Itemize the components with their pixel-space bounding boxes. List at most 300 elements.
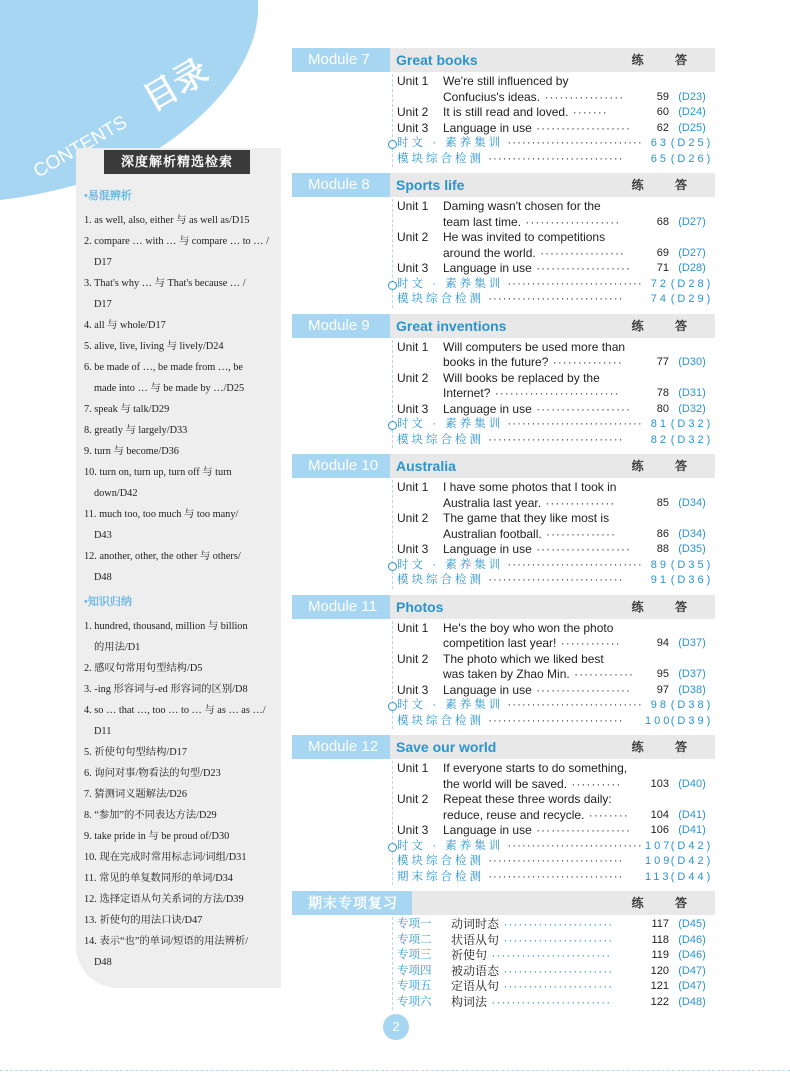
page-ref: 68 [656,215,669,228]
unit-entry[interactable] [397,121,715,137]
review-name-text: 被动语态 [451,963,500,978]
entry-title-text: Australian football. [443,526,542,541]
entry-title [443,667,645,683]
sidebar-item-line: 8. “参加”的不同表达方法/D29 [84,810,217,821]
special-entry[interactable] [397,854,715,870]
final-review-rows [392,917,715,1010]
entry-title [443,792,645,808]
unit-label: Unit 2 [397,370,429,385]
review-name [451,948,645,964]
entry-title-text: 模块综合检测 [397,855,484,867]
sidebar-item-line: 9. turn 与 become/D36 [84,446,179,457]
unit-entry[interactable] [397,105,715,121]
sidebar-item [84,826,276,847]
leader-dots: ·············· [548,355,623,369]
special-entry[interactable] [397,839,715,855]
unit-entry[interactable] [397,542,715,558]
answer-ref: (D32) [670,433,714,446]
sidebar-item-line: 10. turn on, turn up, turn off 与 turn [84,467,232,478]
entry-title [397,558,645,574]
page-ref: 88 [656,543,669,555]
page-ref: 94 [656,637,669,649]
sidebar-item [84,742,276,763]
sidebar-item-line: 4. so … that …, too … to … 与 as … as …/ [84,705,266,716]
answer-ref: (D37) [678,668,706,680]
page-ref: 100 [645,714,673,727]
unit-entry[interactable] [397,402,715,418]
answer-ref: (D35) [678,543,706,555]
answer-ref: (D42) [670,839,714,852]
entry-title [443,777,645,793]
entry-title-text: around the world. [443,245,536,260]
sidebar-item-line: 的用法/D1 [94,642,141,653]
answer-ref: (D38) [678,683,706,696]
module-block [292,173,715,308]
unit-label [397,777,443,793]
sidebar-title: 深度解析精选检索 [104,150,250,174]
sidebar-item-line: 9. take pride in 与 be proud of/D30 [84,831,230,842]
final-review-title: 期末专项复习 [292,891,412,915]
review-code: 专项四 [397,964,432,977]
entry-title-text: Language in use [443,682,532,697]
review-name-text: 动词时态 [451,917,500,931]
review-code: 专项五 [397,980,432,992]
answer-ref: (D32) [678,402,706,415]
entry-title-text: Language in use [443,823,532,837]
entry-title [443,808,645,824]
entry-title [443,90,645,106]
special-entry[interactable] [397,870,715,886]
page-ref [645,230,669,246]
answer-ref: (D48) [678,995,706,1008]
leader-dots: ························· [490,386,620,400]
entry-title [397,870,645,886]
entry-title [397,277,645,293]
sidebar-item-line: D48 [94,572,112,583]
module-header [292,454,715,478]
unit-entry[interactable] [397,511,715,527]
sidebar-section-heading: •知识归纳 [84,596,132,608]
page-ref [645,792,669,808]
answer-ref: (D39) [670,714,714,727]
page-ref: 109 [645,855,673,867]
leader-dots: ······· [568,105,608,119]
unit-entry[interactable] [397,246,715,262]
unit-entry[interactable] [397,74,715,90]
module-title: Photos [396,598,444,615]
bullet-circle-icon [388,702,397,711]
entry-title [397,292,645,308]
unit-entry[interactable] [397,823,715,839]
entry-title [443,542,645,558]
entry-title [443,105,645,121]
leader-dots: ··················· [531,542,632,556]
page-ref: 95 [656,668,669,680]
special-entry[interactable] [397,277,715,293]
review-name [451,964,645,980]
sidebar-item [84,910,276,931]
module-title: Great inventions [396,317,507,334]
review-name [451,995,645,1011]
module-title: Sports life [396,177,465,193]
leader-dots: ···························· [484,574,624,586]
unit-entry[interactable] [397,261,715,277]
answer-ref [669,511,715,527]
entry-title [397,573,645,589]
unit-entry[interactable] [397,621,715,637]
unit-label: Unit 3 [397,682,429,697]
module-header [292,48,715,72]
sidebar-item-line: 12. another, other, the other 与 others/ [84,551,241,562]
answer-ref [669,74,715,90]
sidebar-item-line: D17 [94,299,112,310]
entry-title [443,621,645,637]
unit-label: Unit 3 [397,261,429,275]
page-ref: 60 [656,106,669,118]
answer-ref: (D23) [678,90,706,103]
sidebar-item-line: 13. 祈使句的用法口诀/D47 [84,915,203,926]
special-entry[interactable] [397,714,715,730]
leader-dots: ············ [556,636,621,650]
answer-ref: (D34) [678,496,706,509]
sidebar-item [84,805,276,826]
entry-title [443,527,645,543]
module-title: Australia [396,458,456,474]
unit-label: Unit 3 [397,120,429,135]
page-ref: 63 [650,137,669,149]
unit-entry[interactable] [397,777,715,793]
module-block [292,48,715,167]
unit-label: Unit 3 [397,401,429,416]
unit-entry[interactable] [397,90,715,106]
module-rows [392,761,715,885]
answer-label: 练 答 [631,896,701,910]
unit-entry[interactable] [397,199,715,215]
entry-title-text: reduce, reuse and recycle. [443,807,585,822]
final-review-entry[interactable] [397,979,715,995]
page-ref: 91 [650,574,669,586]
sidebar-item [84,441,276,462]
leader-dots: ···························· [503,137,643,149]
entry-title-text: Australia last year. [443,495,542,510]
page-ref [645,621,669,637]
special-entry[interactable] [397,698,715,714]
sidebar-item-line: 1. hundred, thousand, million 与 billion [84,621,248,632]
sidebar-item-line: made into … 与 be made by …/D25 [94,383,245,394]
special-entry[interactable] [397,433,715,449]
sidebar-item-line: 12. 选择定语从句关系词的方法/D39 [84,894,244,905]
page-ref: 72 [650,277,669,290]
sidebar-item-line: 1. as well, also, either 与 as well as/D15 [84,215,250,226]
unit-entry[interactable] [397,652,715,668]
unit-label [397,636,443,652]
entry-title-text: 模块综合检测 [397,574,484,586]
answer-ref: (D45) [678,918,706,930]
page-ref: 98 [650,699,669,711]
unit-entry[interactable] [397,480,715,496]
leader-dots: ··················· [531,823,632,837]
answer-ref: (D28) [678,262,706,274]
special-entry[interactable] [397,558,715,574]
sidebar-item [84,357,276,399]
final-review-entry[interactable] [397,933,715,949]
unit-entry[interactable] [397,215,715,231]
unit-label: Unit 1 [397,620,429,635]
sidebar-item-line: D48 [94,957,112,968]
module-rows [392,74,715,167]
page-ref [645,761,669,777]
unit-label: Unit 2 [397,511,429,525]
unit-entry[interactable] [397,496,715,512]
sidebar-item [84,658,276,679]
review-name-text: 祈使句 [451,948,488,962]
review-name-text: 定语从句 [451,979,500,993]
module-rows [392,199,715,308]
sidebar-item [84,420,276,441]
unit-label [397,496,443,512]
leader-dots: ················ [540,89,625,104]
answer-ref: (D38) [670,699,714,711]
entry-title [443,636,645,652]
special-entry[interactable] [397,292,715,308]
unit-entry[interactable] [397,340,715,356]
entry-title-text: He was invited to competitions [443,230,606,244]
answer-ref: (D30) [678,356,706,368]
entry-title-text: Will books be replaced by the [443,370,600,385]
bottom-divider [0,1070,790,1071]
review-name-text: 构词法 [451,994,488,1009]
unit-entry[interactable] [397,386,715,402]
answer-ref: (D28) [670,277,714,290]
catalog-label: 目录 [136,51,216,120]
entry-title-text: 时文 · 素养集训 [397,699,504,711]
unit-label [397,386,443,402]
page-ref: 82 [650,433,669,446]
entry-title-text: It is still read and loved. [443,105,569,119]
entry-title-text: 模块综合检测 [397,433,484,446]
entry-title [443,355,645,371]
entry-title [397,698,645,714]
entry-title [443,386,645,402]
sidebar-item-line: 5. 祈使句句型结构/D17 [84,747,187,758]
leader-dots: ························ [487,994,612,1009]
page-ref: 59 [656,90,669,103]
module-tag: Module 10 [292,454,390,478]
unit-entry[interactable] [397,792,715,808]
entry-title-text: 模块综合检测 [397,714,484,727]
unit-label: Unit 1 [397,480,429,494]
final-review-entry[interactable] [397,948,715,964]
entry-title [443,371,645,387]
entry-title [443,480,645,496]
unit-label [397,808,443,824]
answer-label: 练 答 [631,318,701,333]
unit-entry[interactable] [397,667,715,683]
page-ref: 121 [650,980,669,992]
entry-title-text: team last time. [443,214,522,229]
sidebar-item-line: 3. That's why … 与 That's because … / [84,278,246,289]
page-ref: 119 [651,949,669,961]
entry-title [443,823,645,839]
entry-title-text: Language in use [443,401,532,416]
unit-entry[interactable] [397,371,715,387]
page-ref [645,74,669,90]
entry-title-text: Internet? [443,386,491,400]
module-rows [392,480,715,589]
special-entry[interactable] [397,152,715,168]
entry-title [443,215,645,231]
leader-dots: ···························· [484,293,624,305]
leader-dots: ···························· [503,277,643,290]
final-review-entry[interactable] [397,964,715,980]
answer-ref [669,480,715,496]
entry-title [443,402,645,418]
unit-label: Unit 2 [397,792,429,806]
leader-dots: ······················ [499,917,614,931]
unit-entry[interactable] [397,355,715,371]
page-ref [645,652,669,668]
entry-title [443,511,645,527]
final-review-entry[interactable] [397,995,715,1011]
review-code: 专项三 [397,949,432,961]
review-name-text: 状语从句 [451,932,500,947]
sidebar-item-line: 7. speak 与 talk/D29 [84,404,170,415]
entry-title-text: 时文 · 素养集训 [397,558,504,571]
answer-ref [669,621,715,637]
sidebar-item-line: 2. 感叹句常用句型结构/D5 [84,663,203,674]
sidebar-item [84,847,276,868]
page-ref: 81 [650,418,669,430]
unit-entry[interactable] [397,230,715,246]
leader-dots: ···························· [484,433,624,446]
unit-label: Unit 2 [397,105,429,119]
module-title: Great books [396,52,478,68]
review-code: 专项六 [397,995,432,1008]
answer-ref [669,199,715,215]
page-ref: 65 [650,152,669,165]
sidebar-item-line: 4. all 与 whole/D17 [84,320,166,331]
page-ref: 69 [656,246,669,259]
module-title: Save our world [396,739,497,755]
leader-dots: ······················ [499,979,614,993]
sidebar-item [84,462,276,504]
page-ref: 117 [651,918,669,930]
answer-ref: (D46) [678,949,706,961]
page-ref: 97 [656,683,669,696]
answer-ref: (D47) [678,980,706,992]
sidebar-item [84,336,276,357]
sidebar-item [84,399,276,420]
entry-title-text: Repeat these three words daily: [443,792,612,806]
entry-title [397,152,645,168]
sidebar-item-line: D43 [94,530,112,541]
sidebar-item [84,868,276,889]
answer-ref: (D27) [678,246,706,259]
entry-title-text: 时文 · 素养集训 [397,137,504,149]
entry-title [397,136,645,152]
answer-ref: (D26) [670,152,714,165]
unit-label [397,527,443,543]
entry-title-text: The game that they like most is [443,511,610,525]
module-tag: Module 12 [292,735,390,759]
answer-ref [669,792,715,808]
module-rows [392,340,715,449]
special-entry[interactable] [397,417,715,433]
unit-entry[interactable] [397,636,715,652]
unit-entry[interactable] [397,761,715,777]
page-ref: 113 [645,870,672,883]
answer-ref: (D32) [670,418,714,430]
sidebar-item [84,210,276,231]
unit-entry[interactable] [397,683,715,699]
unit-label: Unit 1 [397,761,429,775]
unit-label: Unit 2 [397,230,429,244]
page-ref: 62 [656,121,669,134]
entry-title [443,761,645,777]
entry-title-text: 模块综合检测 [397,293,484,305]
entry-title-text: 时文 · 素养集训 [397,277,504,290]
page-ref: 118 [651,933,669,946]
answer-ref [669,652,715,668]
unit-label: Unit 1 [397,339,429,354]
sidebar-item-line: 5. alive, live, living 与 lively/D24 [84,341,224,352]
special-entry[interactable] [397,136,715,152]
leader-dots: ··················· [531,401,632,416]
unit-label [397,667,443,683]
special-entry[interactable] [397,573,715,589]
answer-label: 练 答 [631,459,701,473]
answer-ref: (D25) [670,137,714,149]
final-review-entry[interactable] [397,917,715,933]
entry-title-text: Confucius's ideas. [443,89,541,104]
entry-title [443,261,645,277]
sidebar-item-line: 14. 表示“也”的单词/短语的用法辨析/ [84,936,249,947]
leader-dots: ··················· [531,120,632,135]
page-ref [645,511,669,527]
page-ref: 106 [650,824,669,836]
page-ref [645,340,669,356]
sidebar-item [84,315,276,336]
table-of-contents [292,48,715,1016]
leader-dots: ···························· [503,558,643,571]
answer-label: 练 答 [631,178,701,192]
page-ref: 122 [650,995,669,1008]
answer-ref: (D25) [678,121,706,134]
unit-label [397,215,443,231]
review-name [451,933,645,949]
entry-title-text: 模块综合检测 [397,152,484,165]
page-ref: 107 [645,839,673,852]
unit-label: Unit 3 [397,542,429,556]
module-header [292,314,715,338]
entry-title-text: 期末综合检测 [397,870,484,883]
entry-title [443,340,645,356]
bullet-circle-icon [388,140,397,149]
unit-entry[interactable] [397,527,715,543]
unit-label: Unit 3 [397,823,429,837]
entry-title-text: He's the boy who won the photo [443,620,614,635]
page-ref: 80 [656,402,669,415]
review-name [451,979,645,995]
leader-dots: ·············· [541,526,617,541]
entry-title-text: If everyone starts to do something, [443,761,628,775]
sidebar-item-line: down/D42 [94,488,138,499]
page-ref [645,371,669,387]
unit-entry[interactable] [397,808,715,824]
module-tag: Module 9 [292,314,390,338]
answer-ref: (D40) [678,777,706,790]
leader-dots: ······················ [499,932,614,947]
